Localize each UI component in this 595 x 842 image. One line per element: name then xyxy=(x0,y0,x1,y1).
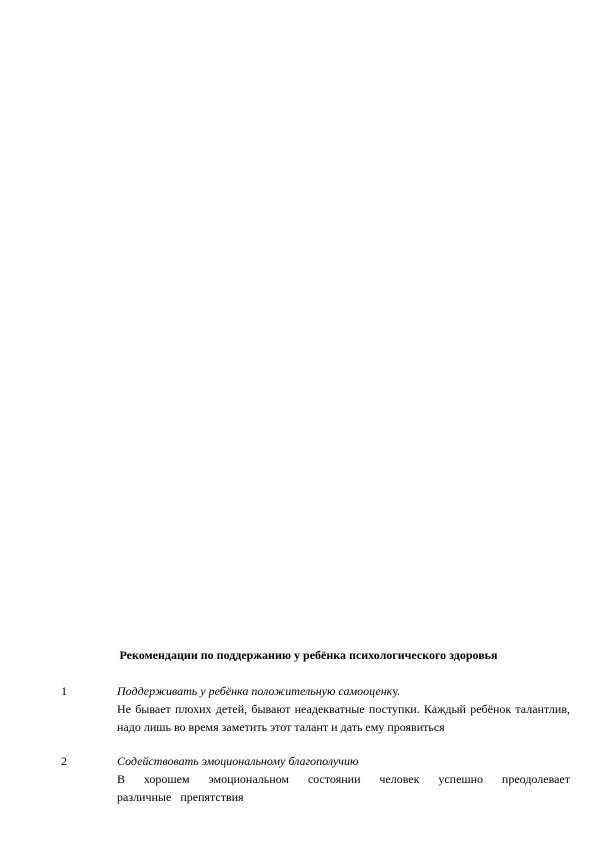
item-text: Не бывает плохих детей, бывают неадекватные поступки. Каждый ребёнок талантлив, надо лишь во время заметить этот талант и дать ему проявиться xyxy=(117,702,570,734)
item-text: В хорошем эмоциональном состоянии человек успешно преодолевает различные препятствия xyxy=(117,772,570,804)
item-heading-italic: Содействовать эмоциональному благополучию xyxy=(117,754,359,768)
item-heading-tail: у. xyxy=(392,684,401,698)
item-number: 2 xyxy=(61,754,67,768)
item-heading xyxy=(117,752,570,770)
item-body xyxy=(117,752,570,806)
document-title: Рекомендации по поддержанию у ребёнка психологического здоровья xyxy=(119,648,498,662)
item-number: 1 xyxy=(61,684,67,698)
item-heading xyxy=(117,682,570,700)
item-body xyxy=(117,682,570,736)
item-heading-italic: Поддерживать у ребёнка положительную самооценк xyxy=(117,684,393,698)
